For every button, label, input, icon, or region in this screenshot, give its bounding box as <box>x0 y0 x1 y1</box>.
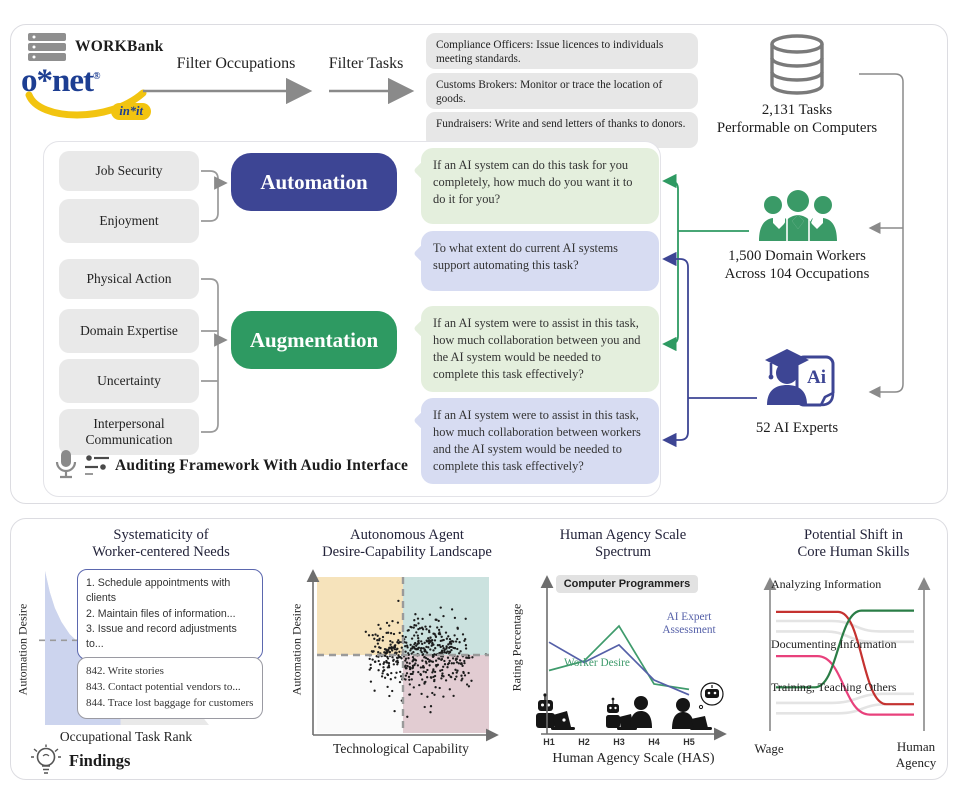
automation-needs-bracket <box>201 171 225 221</box>
task-example-2: Customs Brokers: Monitor or trace the location of goods. <box>426 73 698 109</box>
task-example-3: Fundraisers: Write and send letters of thanks to donors. <box>426 112 698 148</box>
chart3-xlabel: Human Agency Scale (HAS) <box>552 751 715 766</box>
workbank-framework-panel <box>10 24 948 504</box>
has-tick-label: H3 <box>613 737 625 747</box>
top-task-2: 2. Maintain files of information... <box>86 607 236 620</box>
top-ranked-tasks-box <box>77 569 263 660</box>
tasks-db-desc: Performable on Computers <box>716 120 878 137</box>
desire-capability-scatter <box>305 565 501 745</box>
has-tick-label: H1 <box>543 737 555 747</box>
question-bubble-worker-collaboration: If an AI system were to assist in this task, how much collaboration between you and the AI system would be needed to complete this task effectively? <box>421 306 659 392</box>
need-chip-enjoyment: Enjoyment <box>59 199 199 243</box>
quadrant-top-left <box>317 577 403 655</box>
occupation-chip: Computer Programmers <box>556 575 698 593</box>
top-panel-connectors <box>11 25 949 505</box>
onet-init-badge: in*it <box>111 103 151 120</box>
worker-series-label: Worker Desire <box>564 657 630 669</box>
chart2-ylabel: Automation Desire <box>289 603 304 696</box>
question-bubble-expert-capability: To what extent do current AI systems support automating this task? <box>421 231 659 291</box>
chart4-title: Potential Shift in Core Human Skills <box>797 527 910 561</box>
wage-axis-label: Wage <box>754 741 784 756</box>
need-chip-job-security: Job Security <box>59 151 199 191</box>
workbank-title: WORKBank <box>75 38 164 55</box>
onet-registered-mark: ® <box>93 71 100 82</box>
worker-questions-connector <box>665 181 749 344</box>
has-tick-label: H5 <box>683 737 695 747</box>
experts-caption: 52 AI Experts <box>755 420 839 436</box>
chart2-title: Autonomous Agent Desire-Capability Landscape <box>322 527 492 561</box>
skill-label-documenting: Documenting Information <box>771 637 897 651</box>
onet-logo-word: o*net® <box>21 63 100 99</box>
augmentation-needs-bracket <box>201 279 225 432</box>
chart1-title: Systematicity of Worker-centered Needs <box>92 527 230 561</box>
automation-box: Automation <box>231 153 397 211</box>
bottom-task-1: 842. Write stories <box>86 665 164 677</box>
bottom-task-3: 844. Trace lost baggage for customers <box>86 696 254 709</box>
bottom-task-2: 843. Contact potential vendors to... <box>86 680 241 693</box>
need-chip-domain-expertise: Domain Expertise <box>59 309 199 353</box>
bottom-ranked-tasks-box <box>77 657 263 719</box>
expert-series-label: AI Expert Assessment <box>662 611 716 636</box>
has-tick-label: H2 <box>578 737 590 747</box>
chart2-xlabel: Technological Capability <box>333 741 469 756</box>
tasks-db-count: 2,131 Tasks <box>761 102 833 118</box>
augmentation-box: Augmentation <box>231 311 397 369</box>
skill-label-training: Training, Teaching Others <box>771 680 897 694</box>
robot-human-laptop-icon <box>606 696 652 730</box>
chart1-xlabel: Occupational Task Rank <box>59 729 193 744</box>
has-tick-label: H4 <box>648 737 660 747</box>
filter-tasks-label: Filter Tasks <box>328 55 404 72</box>
need-chip-uncertainty: Uncertainty <box>59 359 199 403</box>
tasks-routing-connector <box>859 74 903 392</box>
lightbulb-icon <box>29 743 63 781</box>
chart3-ylabel: Rating Percentage <box>509 603 524 692</box>
skill-label-analyzing: Analyzing Information <box>771 577 882 591</box>
quadrant-bottom-right <box>403 655 489 733</box>
findings-label: Findings <box>69 751 131 770</box>
need-chip-physical-action: Physical Action <box>59 259 199 299</box>
ai-doc-label: Ai <box>807 367 826 388</box>
skill-shift-chart <box>754 571 942 739</box>
background-strand <box>776 694 914 703</box>
robot-laptop-icon <box>536 693 575 730</box>
chart3-title: Human Agency Scale Spectrum <box>559 527 687 561</box>
workers-desc: Across 104 Occupations <box>724 266 870 283</box>
question-bubble-expert-collaboration: If an AI system were to assist in this task, how much collaboration between workers and the AI system would be needed to complete this task effectively? <box>421 398 659 484</box>
background-strand <box>776 704 914 713</box>
top-task-1: 1. Schedule appointments with clients <box>86 577 231 605</box>
audio-interface-note: Auditing Framework With Audio Interface <box>115 457 409 474</box>
need-chip-interpersonal-communication: Interpersonal Communication <box>59 409 199 455</box>
workers-count: 1,500 Domain Workers <box>728 248 866 264</box>
findings-panel <box>10 518 948 780</box>
filter-occupations-label: Filter Occupations <box>176 55 296 72</box>
chart1-ylabel: Automation Desire <box>15 603 30 696</box>
task-example-1: Compliance Officers: Issue licences to individuals meeting standards. <box>426 33 698 69</box>
top-task-3: 3. Issue and record adjustments to... <box>86 623 237 651</box>
question-bubble-worker-automation: If an AI system can do this task for you completely, how much do you want it to do it for you? <box>421 148 659 224</box>
human-agency-axis-label: Human Agency <box>895 739 937 771</box>
